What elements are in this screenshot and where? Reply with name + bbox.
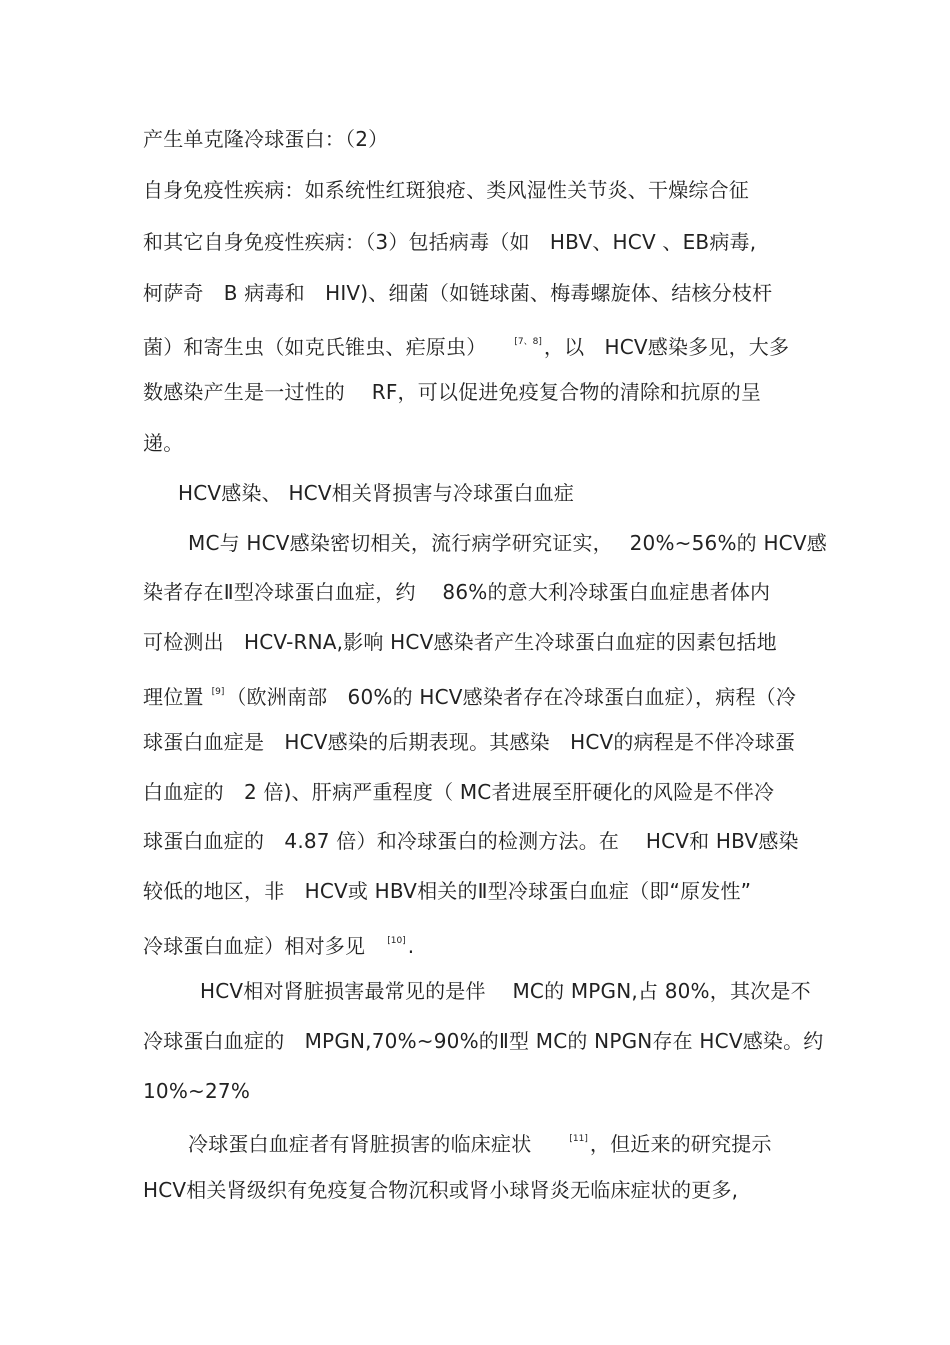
heading-text: HCV感染、 HCV相关肾损害与冷球蛋白血症: [178, 481, 575, 505]
text-span: 柯萨奇 B 病毒和 HIV)、细菌（如链球菌、梅毒螺旋体、结核分枝杆: [143, 281, 773, 305]
text-span: 自身免疫性疾病：如系统性红斑狼疮、类风湿性关节炎、干燥综合征: [143, 178, 749, 202]
text-line: [143, 730, 795, 754]
text-span: 菌）和寄生虫（如克氏锥虫、疟原虫）: [143, 335, 487, 359]
text-span: MC与 HCV感染密切相关，流行病学研究证实， 20%~56%的 HCV感: [188, 531, 827, 555]
citation: [9]: [211, 687, 225, 697]
text-span: 冷球蛋白血症者有肾脏损害的临床症状: [188, 1132, 532, 1156]
text-line: [143, 680, 796, 709]
text-span: HCV相对肾脏损害最常见的是伴 MC的 MPGN,占 80%，其次是不: [200, 979, 811, 1003]
text-line: [200, 979, 811, 1003]
text-line: [143, 230, 756, 254]
text-line: [143, 380, 761, 404]
text-span: 可检测出 HCV-RNA,影响 HCV感染者产生冷球蛋白血症的因素包括地: [143, 630, 777, 654]
text-span: （欧洲南部 60%的 HCV感染者存在冷球蛋白血症），病程（冷: [226, 685, 797, 709]
text-span: 递。: [143, 431, 184, 455]
text-span: .: [407, 934, 415, 958]
text-line: [143, 829, 799, 853]
text-line: [143, 127, 388, 151]
text-span: 较低的地区，非 HCV或 HBV相关的Ⅱ型冷球蛋白血症（即“原发性”: [143, 879, 752, 903]
citation: [7、8]: [514, 337, 542, 347]
text-span: 10%~27%: [143, 1079, 251, 1103]
text-span: ，但近来的研究提示: [589, 1132, 772, 1156]
text-span: 染者存在Ⅱ型冷球蛋白血症，约 86%的意大利冷球蛋白血症患者体内: [143, 580, 771, 604]
text-line: [143, 929, 414, 958]
text-span: 产生单克隆冷球蛋白：（2）: [143, 127, 389, 151]
text-span: 球蛋白血症是 HCV感染的后期表现。其感染 HCV的病程是不伴冷球蛋: [143, 730, 796, 754]
text-line: [143, 1079, 250, 1103]
text-line: [143, 1178, 738, 1202]
text-line: [143, 281, 772, 305]
text-span: 和其它自身免疫性疾病：（3）包括病毒（如 HBV、HCV 、EB病毒,: [143, 230, 757, 254]
section-heading: [178, 481, 574, 505]
citation: [10]: [387, 936, 406, 946]
text-span: 白血症的 2 倍)、肝病严重程度（ MC者进展至肝硬化的风险是不伴冷: [143, 780, 775, 804]
text-line: [143, 178, 749, 202]
text-line: [143, 330, 789, 359]
text-span: 理位置: [143, 685, 204, 709]
citation: [11]: [569, 1134, 588, 1144]
text-span: 数感染产生是一过性的 RF，可以促进免疫复合物的清除和抗原的呈: [143, 380, 762, 404]
text-line: [143, 879, 751, 903]
text-span: ，以 HCV感染多见，大多: [543, 335, 790, 359]
text-line: [143, 1029, 824, 1053]
text-line: [143, 630, 777, 654]
text-line: [188, 1127, 772, 1156]
text-line: [143, 780, 774, 804]
text-span: HCV相关肾级织有免疫复合物沉积或肾小球肾炎无临床症状的更多,: [143, 1178, 739, 1202]
text-span: 球蛋白血症的 4.87 倍）和冷球蛋白的检测方法。在 HCV和 HBV感染: [143, 829, 799, 853]
text-line: [188, 531, 827, 555]
text-line: [143, 431, 183, 455]
text-span: 冷球蛋白血症）相对多见: [143, 934, 366, 958]
text-span: 冷球蛋白血症的 MPGN,70%~90%的Ⅱ型 MC的 NPGN存在 HCV感染。约: [143, 1029, 824, 1053]
text-line: [143, 580, 770, 604]
